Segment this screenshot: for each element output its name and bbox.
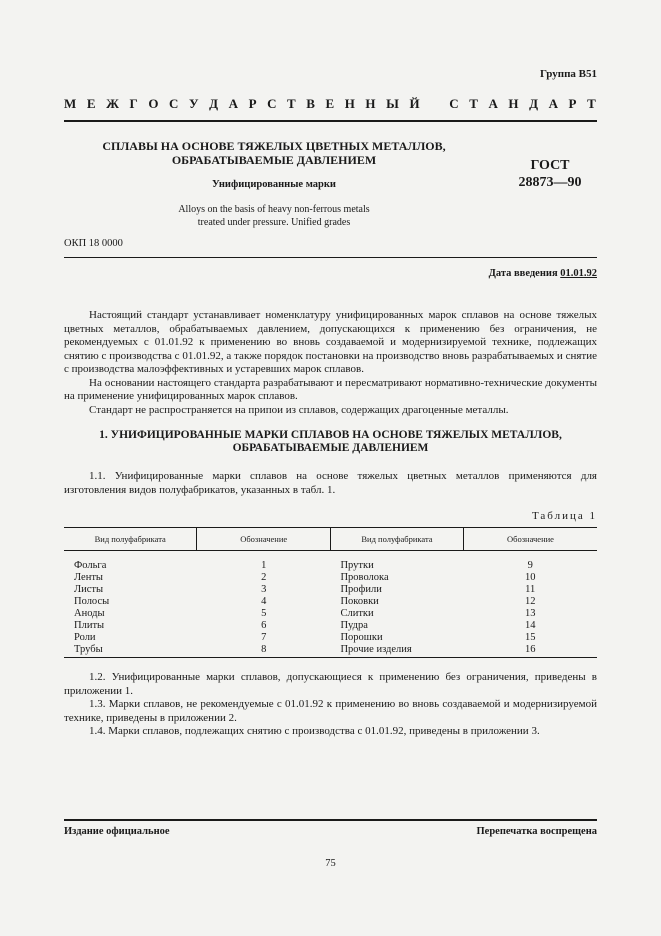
table-row: [64, 584, 597, 596]
clause-1-3: 1.3. Марки сплавов, не рекомендуемые с 01.01.92 к применению во вновь создаваемой и модернизируемой технике, приведены в приложении 2.: [64, 698, 597, 724]
semi-product-type: Порошки: [340, 632, 383, 643]
table-row: [64, 572, 597, 584]
designation-code: 5: [261, 608, 267, 619]
clause-1-2: 1.2. Унифицированные марки сплавов, допускающиеся к применению без ограничения, приведены в приложении 1.: [64, 671, 597, 697]
table-header: Вид полуфабриката: [64, 528, 197, 551]
table-1-label: Таблица 1: [531, 510, 597, 522]
semi-product-type: Фольга: [74, 560, 107, 571]
semi-product-type: Проволока: [340, 572, 389, 583]
banner-letter: С: [449, 96, 460, 111]
clause-1-4: 1.4. Марки сплавов, подлежащих снятию с производства с 01.01.92, приведены в приложении 3.: [89, 725, 540, 737]
english-title-line-1: Alloys on the basis of heavy non-ferrous metals: [178, 204, 370, 215]
semi-product-type: Ленты: [74, 572, 103, 583]
banner-letter: А: [548, 96, 559, 111]
banner-letter: Т: [587, 96, 597, 111]
table-row: [64, 551, 597, 573]
designation-code: 6: [261, 620, 267, 631]
banner-letter: Р: [568, 96, 578, 111]
table-header: Обозначение: [197, 528, 331, 551]
interstate-standard-banner: [64, 96, 597, 112]
banner-letter: Н: [365, 96, 377, 111]
clause-1-1: [64, 470, 597, 497]
banner-letter: Т: [287, 96, 297, 111]
banner-letter: Д: [529, 96, 540, 111]
banner-letter: Е: [325, 96, 336, 111]
banner-letter: С: [169, 96, 180, 111]
designation-code: 14: [524, 620, 536, 631]
footer-rule: [64, 819, 597, 821]
intro-paragraph-1: Настоящий стандарт устанавливает номенклатуру унифицированных марок сплавов на основе тяжелых цветных металлов, обрабатываемых давлением, допускающихся к применению без ограничения, не рекомендуемых с 01.01.92 к применению во вновь создаваемой и модернизируемой технике, подлежащих снятию с производства с 01.01.92, а также порядок постановки на производство вновь разрабатываемых и снятие с производства малоэффективных и устаревших марок сплавов.: [64, 309, 597, 375]
table-header: Обозначение: [463, 528, 597, 551]
title-line-2: ОБРАБАТЫВАЕМЫЕ ДАВЛЕНИЕМ: [171, 153, 377, 167]
gost-code: 28873—90: [518, 175, 582, 190]
semi-product-type: Слитки: [340, 608, 374, 619]
intro-paragraph-2: На основании настоящего стандарта разрабатывают и пересматривают нормативно-технические документы на применение унифицированных марок сплавов.: [64, 376, 597, 402]
designation-code: 9: [527, 560, 533, 571]
designation-code: 1: [261, 560, 267, 571]
banner-letter: Г: [129, 96, 139, 111]
designation-code: 7: [261, 632, 267, 643]
banner-letter: М: [64, 96, 78, 111]
banner-letter: Е: [86, 96, 97, 111]
document-title: [64, 139, 484, 167]
banner-letter: А: [228, 96, 239, 111]
intro-paragraph-3: Стандарт не распространяется на припои из сплавов, содержащих драгоценные металлы.: [89, 403, 509, 416]
banner-letter: Н: [344, 96, 356, 111]
english-title-line-2: treated under pressure. Unified grades: [197, 217, 351, 228]
banner-letter: О: [148, 96, 160, 111]
table-row: [64, 608, 597, 620]
table-row: [64, 632, 597, 644]
section-1-heading-line-1: 1. УНИФИЦИРОВАННЫЕ МАРКИ СПЛАВОВ НА ОСНОВЕ ТЯЖЕЛЫХ МЕТАЛЛОВ,: [99, 429, 562, 441]
semi-product-type: Плиты: [74, 620, 105, 631]
designation-code: 2: [261, 572, 267, 583]
banner-letter: Д: [209, 96, 220, 111]
english-title: [64, 203, 484, 229]
official-edition: Издание официальное: [64, 826, 170, 837]
banner-letter: Ы: [386, 96, 400, 111]
okp-code: ОКП 18 0000: [64, 238, 123, 249]
banner-letter: У: [188, 96, 200, 111]
effective-date-value: 01.01.92: [560, 268, 597, 279]
gost-label: ГОСТ: [530, 158, 570, 173]
table-row: [64, 596, 597, 608]
semi-product-type: Трубы: [74, 644, 103, 655]
table-header: Вид полуфабриката: [330, 528, 463, 551]
designation-code: 10: [524, 572, 536, 583]
reprint-prohibited: Перепечатка воспрещена: [476, 826, 597, 837]
semi-product-type: Профили: [340, 584, 382, 595]
table-bottom-rule: [64, 657, 597, 658]
designation-code: 15: [524, 632, 536, 643]
banner-letter: В: [306, 96, 316, 111]
title-line-1: СПЛАВЫ НА ОСНОВЕ ТЯЖЕЛЫХ ЦВЕТНЫХ МЕТАЛЛОВ,: [102, 139, 446, 153]
banner-letter: Ж: [106, 96, 120, 111]
effective-date-label: Дата введения: [488, 268, 558, 279]
section-1-heading-line-2: ОБРАБАТЫВАЕМЫЕ ДАВЛЕНИЕМ: [232, 442, 429, 454]
designation-code: 12: [524, 596, 536, 607]
designation-code: 11: [525, 584, 536, 595]
table-1: [64, 527, 597, 656]
designation-code: 16: [524, 644, 536, 655]
table-row: [64, 620, 597, 632]
banner-letter: А: [488, 96, 499, 111]
intro-text: [64, 309, 597, 417]
semi-product-type: Аноды: [74, 608, 105, 619]
section-1-heading: [64, 429, 597, 455]
gost-number: [500, 157, 600, 191]
clauses-1-2-to-1-4: [64, 671, 597, 739]
designation-code: 13: [524, 608, 536, 619]
okp-rule: [64, 257, 597, 258]
semi-product-type: Поковки: [340, 596, 379, 607]
semi-product-type: Пудра: [340, 620, 368, 631]
page-number: 75: [325, 858, 336, 869]
semi-product-type: Листы: [74, 584, 104, 595]
semi-product-type: Прутки: [340, 560, 374, 571]
banner-letter: Т: [469, 96, 479, 111]
semi-product-type: Полосы: [74, 596, 110, 607]
group-code: Группа В51: [539, 68, 597, 80]
banner-letter: Р: [248, 96, 258, 111]
effective-date: [489, 268, 597, 279]
banner-letter: Н: [508, 96, 520, 111]
designation-code: 8: [261, 644, 267, 655]
banner-letter: С: [267, 96, 278, 111]
semi-product-type: Прочие изделия: [340, 644, 412, 655]
table-row: [64, 644, 597, 656]
document-subtitle: Унифицированные марки: [212, 179, 336, 190]
header-rule: [64, 120, 597, 122]
banner-letter: Й: [409, 96, 421, 111]
designation-code: 4: [261, 596, 267, 607]
designation-code: 3: [261, 584, 267, 595]
semi-product-type: Роли: [74, 632, 96, 643]
clause-1-1-text: 1.1. Унифицированные марки сплавов на основе тяжелых цветных металлов применяются для изготовления видов полуфабрикатов, указанных в табл. 1.: [64, 470, 597, 496]
